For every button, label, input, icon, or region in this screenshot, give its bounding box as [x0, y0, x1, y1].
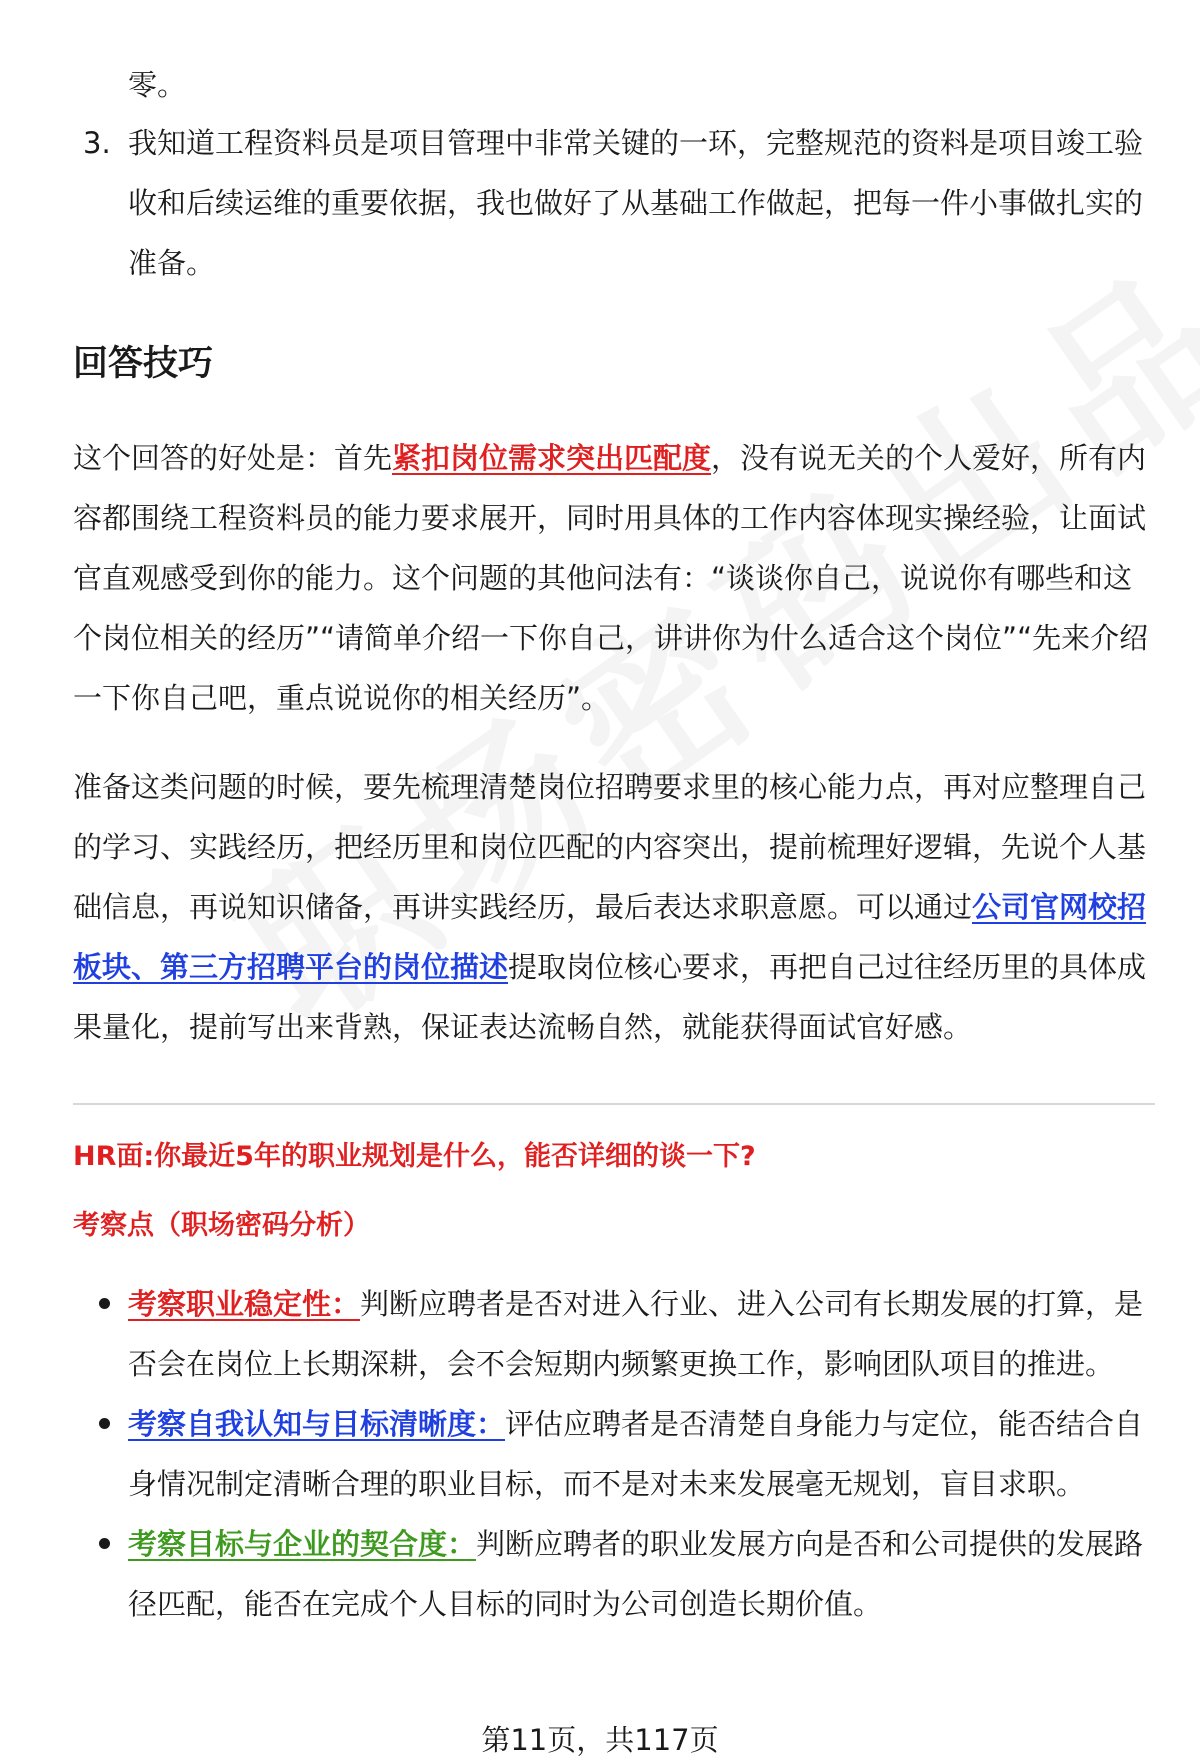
bullet-list	[73, 1274, 1153, 1634]
bullet-text: 判断应聘者的职业发展方向是否和公司提供的发展路径匹配，能否在完成个人目标的同时为公司创造长期价值。	[128, 1527, 1144, 1621]
bullet-label: 考察目标与企业的契合度：	[128, 1527, 477, 1561]
bullet-dot-icon	[99, 1418, 110, 1429]
bullet-text: 判断应聘者是否对进入行业、进入公司有长期发展的打算，是否会在岗位上长期深耕，会不会短期内频繁更换工作，影响团队项目的推进。	[128, 1287, 1144, 1381]
bullet-item	[73, 1394, 1153, 1514]
bullet-item	[73, 1514, 1153, 1634]
highlight-text: 紧扣岗位需求突出匹配度	[392, 441, 712, 475]
section-heading: 回答技巧	[73, 344, 214, 384]
interview-question: HR面:你最近5年的职业规划是什么，能否详细的谈一下?	[73, 1141, 756, 1172]
highlight-link-text: 公司官网校招板块、第三方招聘平台的岗位描述	[73, 890, 1147, 984]
continuation-text: 零。	[128, 68, 187, 102]
paragraph-text: 这个回答的好处是：首先	[73, 441, 393, 475]
bullet-text: 评估应聘者是否清楚自身能力与定位，能否结合自身情况制定清晰合理的职业目标，而不是对未来发展毫无规划，盲目求职。	[128, 1407, 1144, 1501]
answer-tips-paragraph	[73, 428, 1153, 728]
list-item-text: 我知道工程资料员是项目管理中非常关键的一环，完整规范的资料是项目竣工验收和后续运维的重要依据，我也做好了从基础工作做起，把每一件小事做扎实的准备。	[128, 126, 1144, 280]
paragraph-text: 准备这类问题的时候，要先梳理清楚岗位招聘要求里的核心能力点，再对应整理自己的学习、实践经历，把经历里和岗位匹配的内容突出，提前梳理好逻辑，先说个人基础信息，再说知识储备，再讲实践经历，最后表达求职意愿。可以通过	[73, 770, 1147, 924]
bullet-dot-icon	[99, 1298, 110, 1309]
section-divider	[73, 1103, 1155, 1105]
analysis-subheading: 考察点（职场密码分析）	[73, 1210, 370, 1241]
page-number-footer: 第11页，共117页	[481, 1723, 719, 1757]
bullet-dot-icon	[99, 1538, 110, 1549]
bullet-item	[73, 1274, 1153, 1394]
preparation-paragraph	[73, 757, 1153, 1057]
list-number: 3.	[83, 126, 111, 160]
bullet-label: 考察自我认知与目标清晰度：	[128, 1407, 506, 1441]
paragraph-text: ，没有说无关的个人爱好，所有内容都围绕工程资料员的能力要求展开，同时用具体的工作内容体现实操经验，让面试官直观感受到你的能力。这个问题的其他问法有：“谈谈你自己，说说你有哪些和这个岗位相关的经历”“请简单介绍一下你自己，讲讲你为什么适合这个岗位”“先来介绍一下你自己吧，重点说说你的相关经历”。	[73, 441, 1149, 715]
paragraph-text: 提取岗位核心要求，再把自己过往经历里的具体成果量化，提前写出来背熟，保证表达流畅自然，就能获得面试官好感。	[73, 950, 1147, 1044]
bullet-label: 考察职业稳定性：	[128, 1287, 361, 1321]
